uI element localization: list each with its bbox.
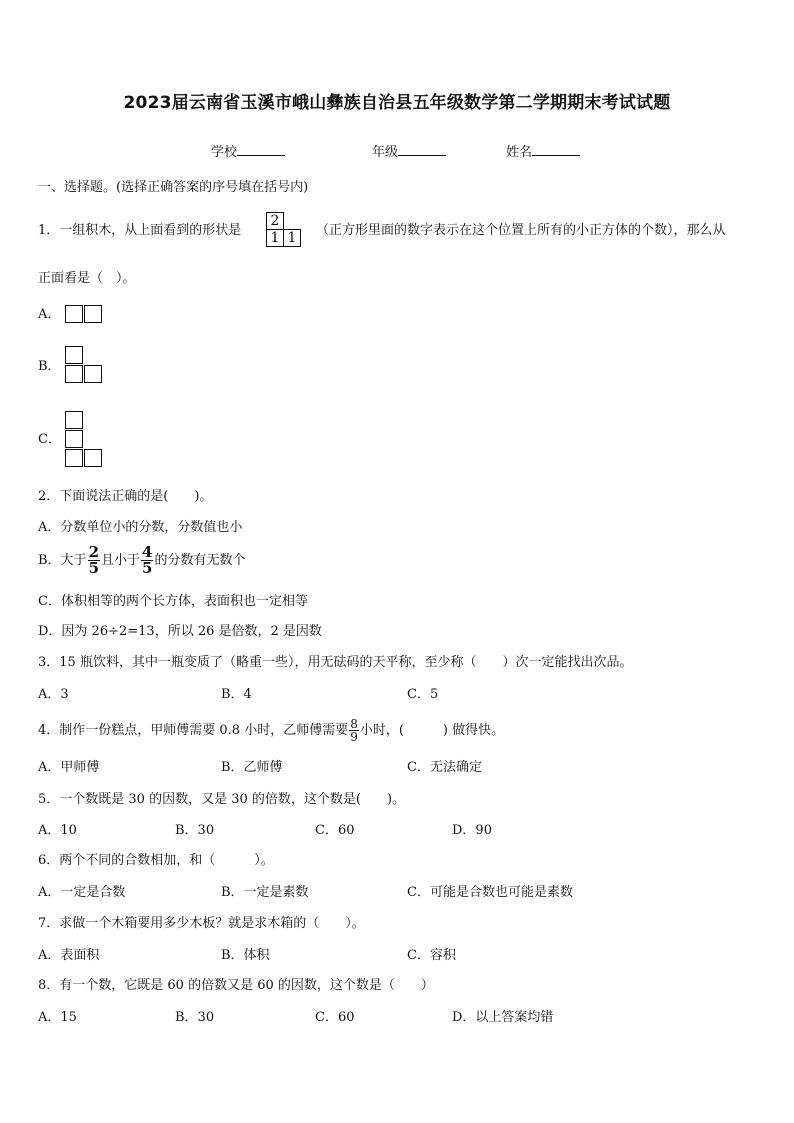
q5-option-b[interactable]: B．30 xyxy=(175,823,215,838)
q1-top-view-grid xyxy=(266,212,306,250)
q8-option-d[interactable]: D．以上答案均错 xyxy=(452,1010,554,1025)
q6-option-a[interactable]: A．一定是合数 xyxy=(38,885,126,900)
q2-option-b-pre: B．大于 xyxy=(38,553,87,568)
q7-option-a[interactable]: A．表面积 xyxy=(38,948,100,963)
q4-option-c[interactable]: C．无法确定 xyxy=(407,760,482,775)
q2-option-c[interactable]: C．体积相等的两个长方体，表面积也一定相等 xyxy=(38,594,308,609)
name-label: 姓名 xyxy=(506,145,533,160)
cube-face xyxy=(65,430,83,448)
grid-cell-bottom-left: 1 xyxy=(266,229,284,247)
fraction-2-5 xyxy=(88,545,100,576)
q5-option-d[interactable]: D．90 xyxy=(452,823,492,838)
q1-option-b-label[interactable]: B． xyxy=(38,359,61,374)
q2-option-a[interactable]: A．分数单位小的分数，分数值也小 xyxy=(38,520,243,535)
q2-option-b-post: 的分数有无数个 xyxy=(154,553,246,568)
cube-face xyxy=(65,365,83,383)
frac-denominator: 9 xyxy=(350,730,358,744)
frac-numerator: 8 xyxy=(350,717,358,731)
q4-stem-post: 小时，( ) 做得快。 xyxy=(359,723,505,738)
q1-suffix: （正方形里面的数字表示在这个位置上所有的小正方体的个数），那么从 xyxy=(316,223,726,238)
q4-stem-pre: 4．制作一份糕点，甲师傅需要 0.8 小时，乙师傅需要 xyxy=(38,723,349,738)
cube-face xyxy=(65,305,83,323)
frac-denominator: 5 xyxy=(88,559,99,577)
q2-stem: 2．下面说法正确的是( )。 xyxy=(38,489,213,504)
cube-face xyxy=(84,305,102,323)
grade-label: 年级 xyxy=(372,145,399,160)
cube-face xyxy=(65,449,83,467)
q5-option-c[interactable]: C．60 xyxy=(315,823,355,838)
q5-stem: 5．一个数既是 30 的因数，又是 30 的倍数，这个数是( )。 xyxy=(38,792,406,807)
frac-numerator: 2 xyxy=(88,543,99,561)
q3-option-b[interactable]: B．4 xyxy=(221,687,252,702)
q7-option-c[interactable]: C．容积 xyxy=(407,948,456,963)
q8-stem: 8．有一个数，它既是 60 的倍数又是 60 的因数，这个数是（ ） xyxy=(38,978,434,993)
school-blank[interactable] xyxy=(237,141,285,156)
q3-option-c[interactable]: C．5 xyxy=(407,687,439,702)
cube-face xyxy=(84,365,102,383)
grade-blank[interactable] xyxy=(398,141,446,156)
q1-option-a-label[interactable]: A． xyxy=(38,307,61,322)
q3-option-a[interactable]: A．3 xyxy=(38,687,69,702)
grid-cell-bottom-right: 1 xyxy=(283,229,301,247)
q4-stem xyxy=(38,718,504,743)
cube-face xyxy=(84,449,102,467)
q7-stem: 7．求做一个木箱要用多少木板？就是求木箱的（ ）。 xyxy=(38,916,365,931)
q6-stem: 6．两个不同的合数相加，和（ ）。 xyxy=(38,853,274,868)
fraction-4-5 xyxy=(141,545,153,576)
q8-option-b[interactable]: B．30 xyxy=(175,1010,215,1025)
q8-option-c[interactable]: C．60 xyxy=(315,1010,355,1025)
cube-face xyxy=(65,346,83,364)
q6-option-c[interactable]: C．可能是合数也可能是素数 xyxy=(407,885,573,900)
q2-option-b[interactable] xyxy=(38,545,245,576)
grid-cell-top: 2 xyxy=(266,212,284,230)
frac-denominator: 5 xyxy=(142,559,153,577)
cube-face xyxy=(65,411,83,429)
q3-stem: 3．15 瓶饮料，其中一瓶变质了（略重一些），用无砝码的天平称，至少称（ ）次一定能找出次品。 xyxy=(38,655,633,670)
name-blank[interactable] xyxy=(532,141,580,156)
frac-numerator: 4 xyxy=(142,543,153,561)
school-label: 学校 xyxy=(211,145,238,160)
grade-field[interactable] xyxy=(372,141,446,160)
q4-option-b[interactable]: B．乙师傅 xyxy=(221,760,283,775)
page-title: 2023届云南省玉溪市峨山彝族自治县五年级数学第二学期期末考试试题 xyxy=(123,93,671,113)
q2-option-d[interactable]: D．因为 26÷2=13，所以 26 是倍数，2 是因数 xyxy=(38,624,322,639)
name-field[interactable] xyxy=(506,141,580,160)
q5-option-a[interactable]: A．10 xyxy=(38,823,77,838)
q2-option-b-mid: 且小于 xyxy=(101,553,141,568)
fraction-8-9 xyxy=(349,718,359,743)
school-field[interactable] xyxy=(211,141,285,160)
section-heading: 一、选择题。(选择正确答案的序号填在括号内) xyxy=(38,180,309,195)
q1-option-c-label[interactable]: C． xyxy=(38,432,61,447)
q7-option-b[interactable]: B．体积 xyxy=(221,948,270,963)
q1-prefix: 1．一组积木，从上面看到的形状是 xyxy=(38,223,242,238)
q1-line2: 正面看是（ ）。 xyxy=(38,271,136,286)
q6-option-b[interactable]: B．一定是素数 xyxy=(221,885,309,900)
q4-option-a[interactable]: A．甲师傅 xyxy=(38,760,100,775)
q8-option-a[interactable]: A．15 xyxy=(38,1010,77,1025)
